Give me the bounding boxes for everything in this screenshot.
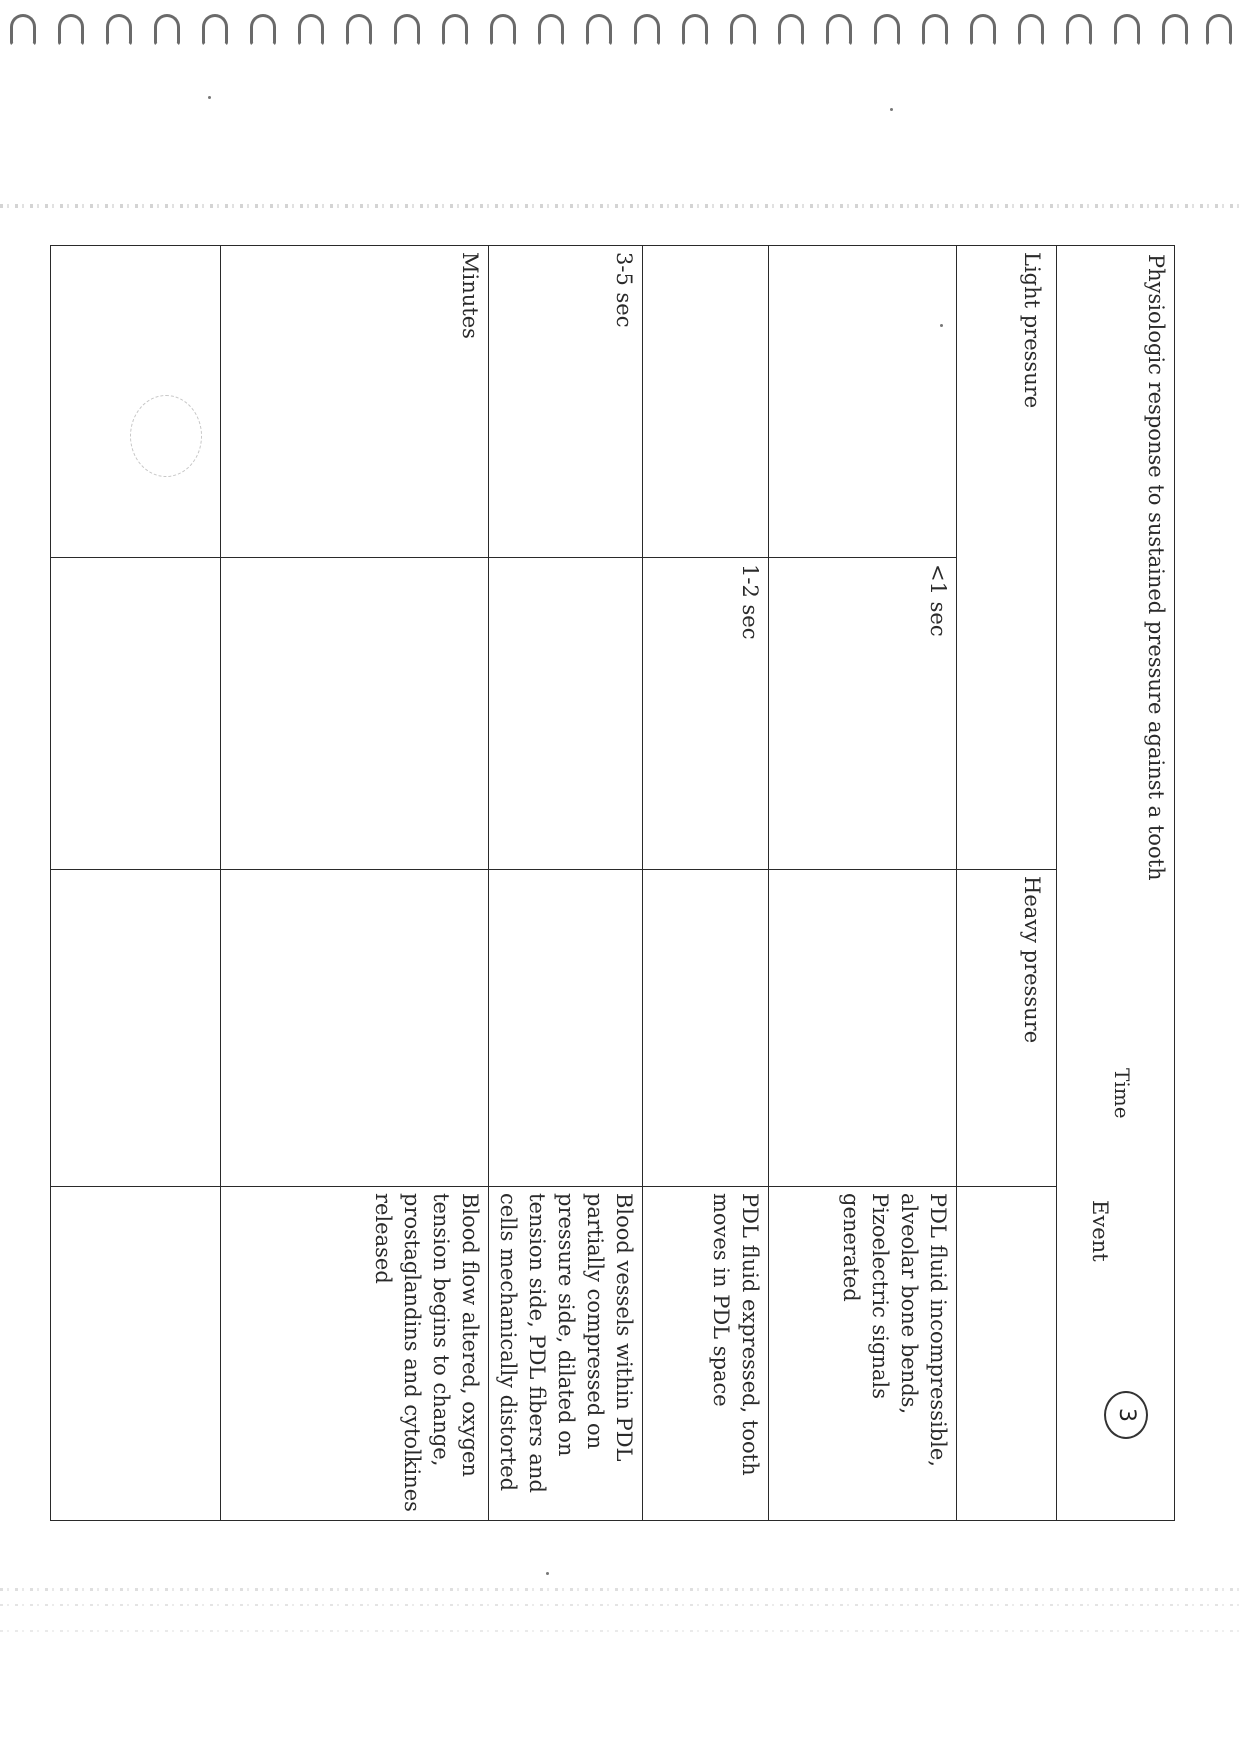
binding-hole <box>394 14 420 46</box>
binding-hole <box>874 14 900 46</box>
empty-cell <box>489 870 643 1187</box>
page-number: 3 <box>1104 1391 1148 1439</box>
light-pressure-label: Light pressure <box>1020 252 1044 409</box>
scan-noise <box>0 1588 1240 1591</box>
binding-hole <box>298 14 324 46</box>
heavy-pressure-time <box>221 558 489 870</box>
event-header-cell <box>957 1187 1057 1521</box>
scan-speck <box>208 96 211 99</box>
rotated-table-page <box>85 245 1175 1520</box>
event-description: PDL fluid incompressible, alveolar bone bends, Pizoelectric signals generated <box>769 1187 957 1521</box>
binding-hole <box>634 14 660 46</box>
binding-hole <box>970 14 996 46</box>
scan-noise <box>0 204 1240 208</box>
binding-hole <box>538 14 564 46</box>
time-column-header: Time <box>1110 1068 1134 1119</box>
scan-speck <box>546 1572 549 1575</box>
binding-hole <box>1018 14 1044 46</box>
heavy-pressure-time <box>489 558 643 870</box>
light-pressure-time: 3-5 sec <box>489 246 643 558</box>
empty-cell <box>643 870 769 1187</box>
event-description: PDL fluid expressed, tooth moves in PDL space <box>643 1187 769 1521</box>
binding-hole <box>346 14 372 46</box>
binding-hole <box>778 14 804 46</box>
light-pressure-time <box>643 246 769 558</box>
binding-hole <box>202 14 228 46</box>
table-title: Physiologic response to sustained pressure against a tooth <box>1144 254 1168 881</box>
event-description: Blood vessels within PDL partially compressed on pressure side, dilated on tension side, PDL fibers and cells mechanically distorted <box>489 1187 643 1521</box>
table-row <box>221 246 489 1521</box>
table-row <box>643 246 769 1521</box>
heavy-pressure-header <box>957 870 1057 1187</box>
heavy-pressure-time: 1-2 sec <box>643 558 769 870</box>
binding-hole <box>58 14 84 46</box>
binding-hole <box>442 14 468 46</box>
binding-holes <box>0 14 1240 54</box>
table-row <box>769 246 957 1521</box>
binding-hole <box>1206 14 1232 46</box>
binding-hole <box>1066 14 1092 46</box>
empty-cell <box>51 870 221 1187</box>
light-pressure-time: Minutes <box>221 246 489 558</box>
heavy-pressure-label: Heavy pressure <box>1020 876 1044 1044</box>
scan-speck <box>890 108 893 111</box>
heavy-pressure-time: <1 sec <box>769 558 957 870</box>
binding-hole <box>154 14 180 46</box>
light-pressure-time <box>769 246 957 558</box>
empty-cell <box>51 1187 221 1521</box>
pressure-response-table <box>50 245 1175 1521</box>
scan-noise <box>0 1604 1240 1606</box>
binding-hole <box>682 14 708 46</box>
light-pressure-header <box>957 246 1057 870</box>
table-row <box>51 246 221 1521</box>
binding-hole <box>10 14 36 46</box>
table-row <box>489 246 643 1521</box>
empty-cell <box>51 246 221 558</box>
table-header <box>1057 246 1175 1521</box>
empty-cell <box>51 558 221 870</box>
binding-hole <box>586 14 612 46</box>
binding-hole <box>106 14 132 46</box>
empty-cell <box>769 870 957 1187</box>
event-description: Blood flow altered, oxygen tension begins to change, prostaglandins and cytolkines released <box>221 1187 489 1521</box>
binding-hole <box>1114 14 1140 46</box>
scan-noise <box>0 1630 1240 1632</box>
binding-hole <box>922 14 948 46</box>
binding-hole <box>250 14 276 46</box>
binding-hole <box>1162 14 1188 46</box>
binding-hole <box>490 14 516 46</box>
empty-cell <box>221 870 489 1187</box>
event-column-header: Event <box>1088 1200 1112 1262</box>
binding-hole <box>730 14 756 46</box>
binding-hole <box>826 14 852 46</box>
